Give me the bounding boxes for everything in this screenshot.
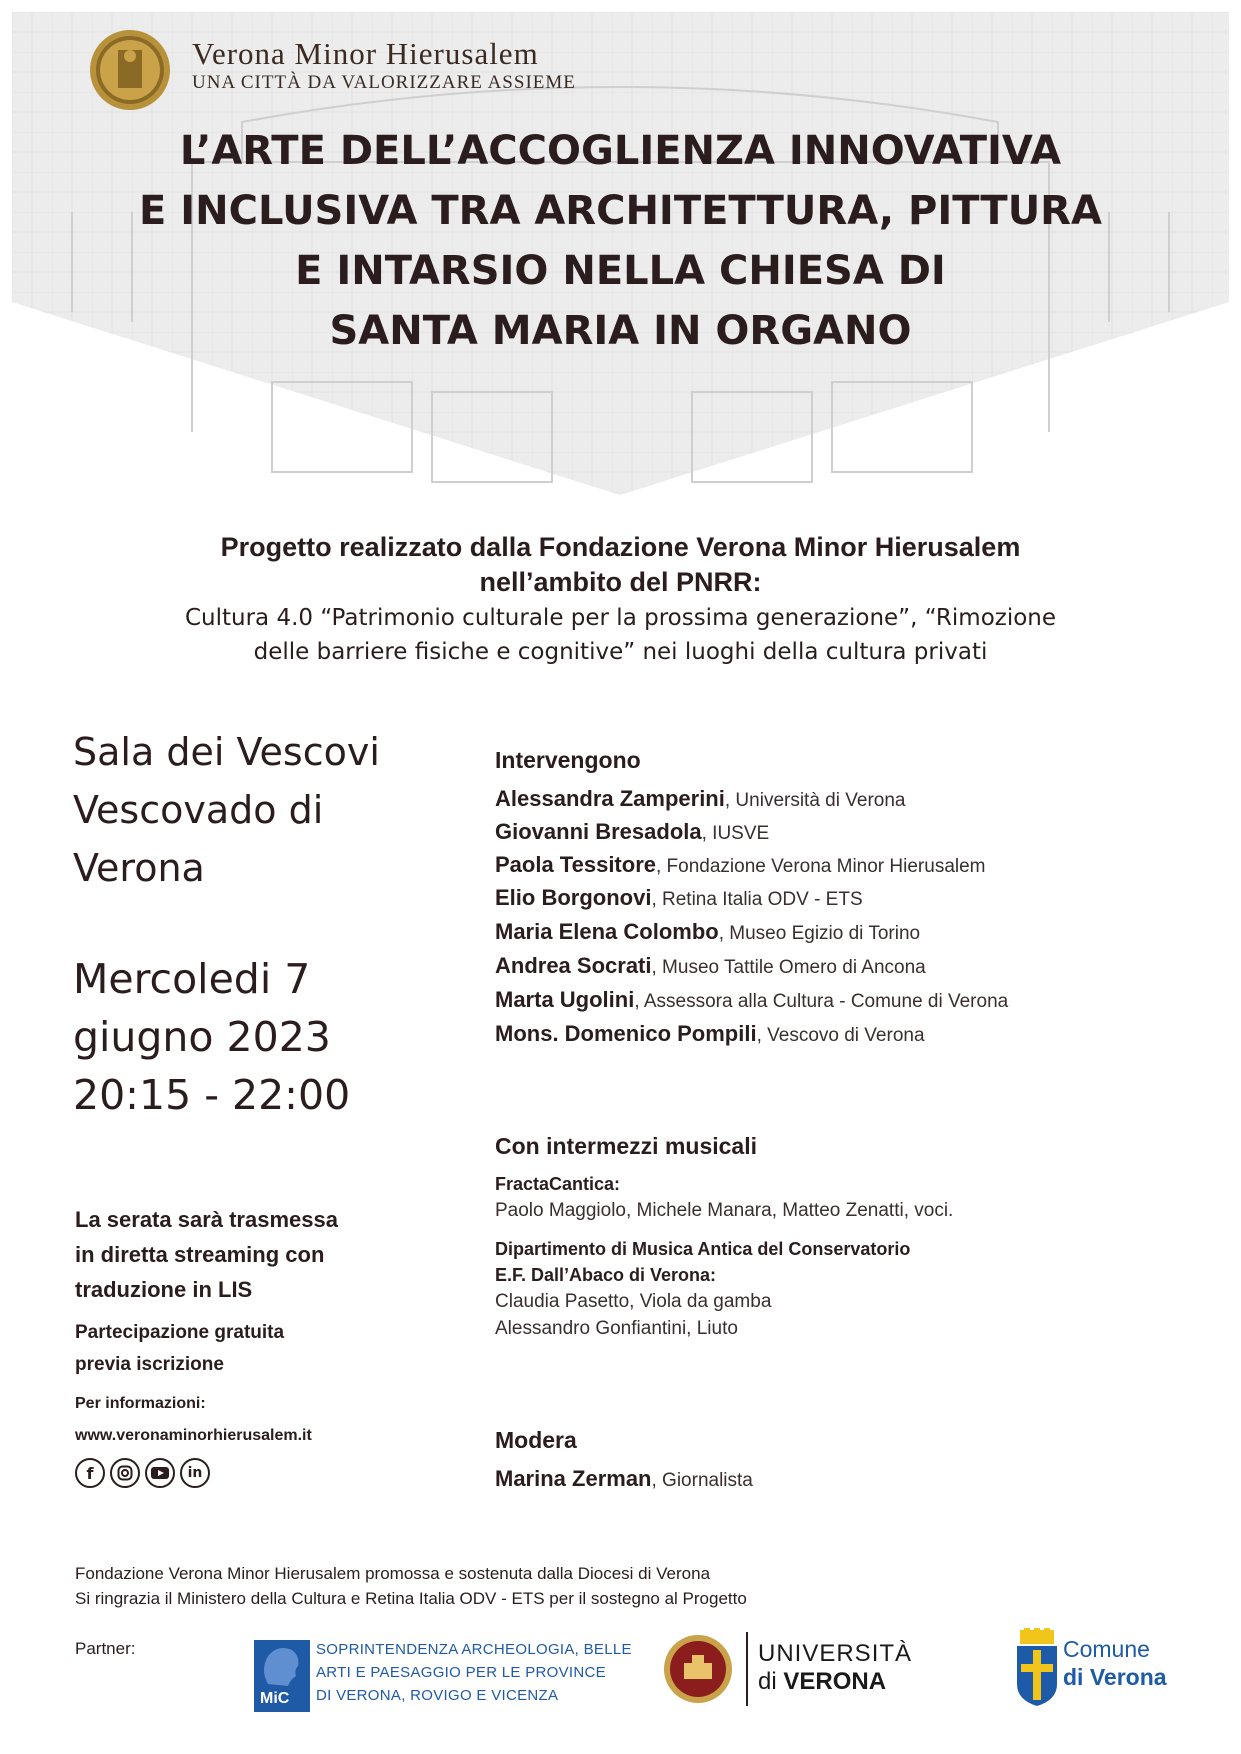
comune-crest-icon [1014, 1628, 1060, 1708]
footer-line-1: Fondazione Verona Minor Hierusalem promossa e sostenuta dalla Diocesi di Verona [75, 1564, 711, 1583]
music-group-1-title: FractaCantica: [495, 1174, 621, 1194]
streaming-line-2: in diretta streaming con [75, 1242, 325, 1267]
date-line-1: Mercoledi 7 [73, 955, 311, 1003]
comune-line-1: Comune [1063, 1636, 1150, 1662]
speaker-affiliation: , Vescovo di Verona [756, 1025, 925, 1046]
instagram-icon[interactable] [110, 1458, 140, 1488]
streaming-line-1: La serata sarà trasmessa [75, 1207, 338, 1232]
moderator-name: Marina Zerman [495, 1466, 652, 1491]
music-group-2-member-1: Claudia Pasetto, Viola da gamba [495, 1291, 772, 1312]
youtube-icon[interactable] [145, 1458, 175, 1488]
seal-logo-icon [88, 28, 172, 112]
univr-verona: VERONA [783, 1668, 887, 1695]
speaker-row [495, 819, 769, 845]
facebook-icon[interactable]: f [75, 1458, 105, 1488]
univr-divider [746, 1632, 748, 1706]
soprintendenza-line-3: DI VERONA, ROVIGO E VICENZA [316, 1687, 559, 1704]
comune-line-2: di Verona [1063, 1664, 1167, 1690]
project-line-3: Cultura 4.0 “Patrimonio culturale per la prossima generazione”, “Rimozione [184, 605, 1057, 631]
speaker-row [495, 885, 863, 911]
speaker-row [495, 953, 926, 979]
speaker-name: Andrea Socrati [495, 953, 652, 978]
mic-text: MiC [260, 1690, 290, 1707]
speaker-row [495, 786, 905, 812]
univr-di: di [758, 1668, 784, 1695]
brand-title: Verona Minor Hierusalem [192, 36, 539, 71]
speaker-affiliation: , IUSVE [701, 823, 770, 844]
streaming-line-3: traduzione in LIS [75, 1277, 253, 1302]
mic-logo [254, 1640, 310, 1712]
info-label: Per informazioni: [75, 1395, 206, 1412]
speaker-row [495, 852, 986, 878]
speaker-name: Elio Borgonovi [495, 885, 652, 910]
venue-line-1: Sala dei Vescovi [73, 730, 380, 774]
music-group-2-title-2: E.F. Dall’Abaco di Verona: [495, 1265, 717, 1285]
website-link[interactable]: www.veronaminorhierusalem.it [75, 1427, 312, 1444]
date-line-2: giugno 2023 [73, 1013, 331, 1061]
participation-line-1: Partecipazione gratuita [75, 1322, 285, 1343]
mic-profile-icon [254, 1640, 310, 1690]
univr-name-line-1: UNIVERSITÀ [758, 1640, 913, 1667]
participation-line-2: previa iscrizione [75, 1354, 224, 1375]
music-group-2-title-1: Dipartimento di Musica Antica del Conservatorio [495, 1239, 911, 1259]
time-range: 20:15 - 22:00 [73, 1071, 351, 1119]
event-title-line-3: E INTARSIO NELLA CHIESA DI [295, 248, 946, 294]
speaker-row [495, 919, 920, 945]
event-title-line-1: L’ARTE DELL’ACCOGLIENZA INNOVATIVA [179, 128, 1062, 174]
speaker-name: Alessandra Zamperini [495, 786, 725, 811]
venue-line-2: Vescovado di [73, 788, 324, 832]
moderator-row [495, 1466, 753, 1492]
project-line-4: delle barriere fisiche e cognitive” nei luoghi della cultura privati [253, 639, 988, 665]
project-line-1: Progetto realizzato dalla Fondazione Verona Minor Hierusalem [220, 532, 1021, 562]
linkedin-icon[interactable]: in [180, 1458, 210, 1488]
brand-subtitle: UNA CITTÀ DA VALORIZZARE ASSIEME [192, 72, 576, 93]
moderator-role: , Giornalista [651, 1470, 753, 1491]
univr-seal-icon [662, 1633, 734, 1705]
moderator-heading: Modera [495, 1427, 577, 1453]
speaker-affiliation: , Museo Egizio di Torino [718, 923, 921, 944]
venue-line-3: Verona [73, 846, 205, 890]
partner-label: Partner: [75, 1639, 136, 1658]
speaker-name: Paola Tessitore [495, 852, 656, 877]
univr-name-line-2 [758, 1668, 886, 1696]
speaker-row [495, 1021, 925, 1047]
speaker-name: Marta Ugolini [495, 987, 635, 1012]
music-group-2-member-2: Alessandro Gonfiantini, Liuto [495, 1318, 738, 1339]
speaker-affiliation: , Retina Italia ODV - ETS [651, 889, 863, 910]
footer-line-2: Si ringrazia il Ministero della Cultura e Retina Italia ODV - ETS per il sostegno al Progetto [75, 1589, 747, 1608]
speaker-name: Mons. Domenico Pompili [495, 1021, 757, 1046]
project-line-2: nell’ambito del PNRR: [479, 567, 762, 597]
event-title-line-2: E INCLUSIVA TRA ARCHITETTURA, PITTURA [139, 188, 1102, 234]
speaker-row [495, 987, 1008, 1013]
speaker-name: Maria Elena Colombo [495, 919, 719, 944]
speaker-affiliation: , Università di Verona [724, 790, 906, 811]
speaker-affiliation: , Fondazione Verona Minor Hierusalem [656, 856, 986, 877]
music-heading: Con intermezzi musicali [495, 1133, 758, 1159]
speakers-heading: Intervengono [495, 747, 641, 773]
speaker-name: Giovanni Bresadola [495, 819, 702, 844]
music-group-1-members: Paolo Maggiolo, Michele Manara, Matteo Zenatti, voci. [495, 1200, 954, 1221]
soprintendenza-line-1: SOPRINTENDENZA ARCHEOLOGIA, BELLE [316, 1641, 632, 1658]
speaker-affiliation: , Assessora alla Cultura - Comune di Verona [634, 991, 1009, 1012]
soprintendenza-line-2: ARTI E PAESAGGIO PER LE PROVINCE [316, 1664, 606, 1681]
event-title-line-4: SANTA MARIA IN ORGANO [329, 308, 912, 354]
speaker-affiliation: , Museo Tattile Omero di Ancona [651, 957, 926, 978]
